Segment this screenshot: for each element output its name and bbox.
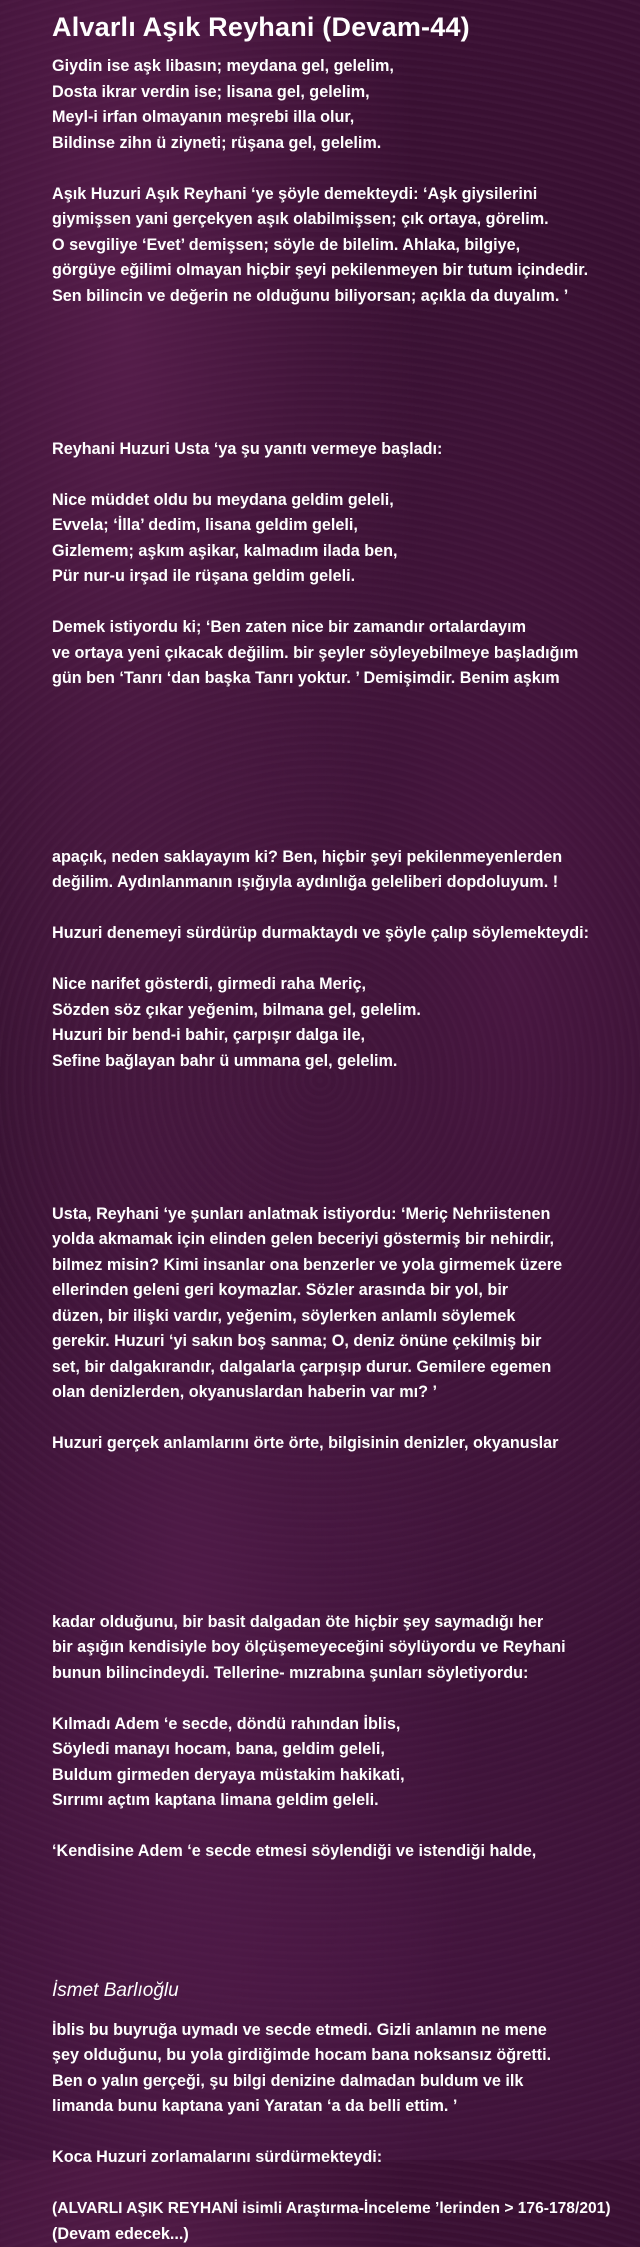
poem-line: Koca Huzuri zorlamalarını sürdürmekteydi: <box>52 2145 632 2171</box>
poem-line: olan denizlerden, okyanuslardan haberin var mı? ’ <box>52 1380 632 1406</box>
poem-line: Huzuri denemeyi sürdürüp durmaktaydı ve şöyle çalıp söylemekteydi: <box>52 921 632 947</box>
poem-line: Sefine bağlayan bahr ü ummana gel, gelelim. <box>52 1049 632 1075</box>
poem-line: ‘Kendisine Adem ‘e secde etmesi söylendiği ve istendiği halde, <box>52 1839 632 1865</box>
poem-line: Huzuri bir bend-i bahir, çarpışır dalga ile, <box>52 1023 632 1049</box>
poem-line: Huzuri gerçek anlamlarını örte örte, bilgisinin denizler, okyanuslar <box>52 1431 632 1457</box>
poem-line: giymişsen yani gerçekyen aşık olabilmişsen; çık ortaya, görelim. <box>52 207 632 233</box>
poem-line: Demek istiyordu ki; ‘Ben zaten nice bir zamandır ortalardayım <box>52 615 632 641</box>
section-gap <box>52 1074 632 1202</box>
poem-line: yolda akmamak için elinden gelen beceriyi göstermiş bir nehirdir, <box>52 1227 632 1253</box>
poem-line: gerekir. Huzuri ‘yi sakın boş sanma; O, deniz önüne çekilmiş bir <box>52 1329 632 1355</box>
poem-line: Giydin ise aşk libasın; meydana gel, gelelim, <box>52 54 632 80</box>
poem-line: Kılmadı Adem ‘e secde, döndü rahından İblis, <box>52 1712 632 1738</box>
poem-line: değilim. Aydınlanmanın ışığıyla aydınlığa geleliberi dopdoluyum. ! <box>52 870 632 896</box>
poem-title: Alvarlı Aşık Reyhani (Devam-44) <box>52 12 470 43</box>
stanza-gap <box>52 947 632 973</box>
poem-line: Reyhani Huzuri Usta ‘ya şu yanıtı vermeye başladı: <box>52 437 632 463</box>
poem-line: bir aşığın kendisiyle boy ölçüşemeyeceğini söylüyordu ve Reyhani <box>52 1635 632 1661</box>
poem-line: İblis bu buyruğa uymadı ve secde etmedi. Gizli anlamın ne mene <box>52 2018 632 2044</box>
poem-line: düzen, bir ilişki vardır, yeğenim, söylerken anlamlı söylemek <box>52 1304 632 1330</box>
poem-line: Nice narifet gösterdi, girmedi raha Meriç, <box>52 972 632 998</box>
poem-line: Sözden söz çıkar yeğenim, bilmana gel, gelelim. <box>52 998 632 1024</box>
poem-line: Söyledi manayı hocam, bana, geldim geleli, <box>52 1737 632 1763</box>
poem-line: görgüye eğilimi olmayan hiçbir şeyi pekilenmeyen bir tutum içindedir. <box>52 258 632 284</box>
poem-line: Sırrımı açtım kaptana limana geldim geleli. <box>52 1788 632 1814</box>
poem-line: Sen bilincin ve değerin ne olduğunu biliyorsan; açıkla da duyalım. ’ <box>52 284 632 310</box>
poem-line: Usta, Reyhani ‘ye şunları anlatmak istiyordu: ‘Meriç Nehriistenen <box>52 1202 632 1228</box>
poem-line: ellerinden geleni geri koymazlar. Sözler arasında bir yol, bir <box>52 1278 632 1304</box>
poem-line: Bildinse zihn ü ziyneti; rüşana gel, gelelim. <box>52 131 632 157</box>
stanza-gap <box>52 2171 632 2197</box>
poem-line: Meyl-i irfan olmayanın meşrebi illa olur, <box>52 105 632 131</box>
poem-line: set, bir dalgakırandır, dalgalarla çarpışıp durur. Gemilere egemen <box>52 1355 632 1381</box>
poem-line: Pür nur-u irşad ile rüşana geldim geleli. <box>52 564 632 590</box>
poem-line: Buldum girmeden deryaya müstakim hakikati, <box>52 1763 632 1789</box>
poem-line: Aşık Huzuri Aşık Reyhani ‘ye şöyle demekteydi: ‘Aşk giysilerini <box>52 182 632 208</box>
poem-line: bilmez misin? Kimi insanlar ona benzerler ve yola girmemek üzere <box>52 1253 632 1279</box>
poem-line: Dosta ikrar verdin ise; lisana gel, gelelim, <box>52 80 632 106</box>
poem-line: Ben o yalın gerçeği, şu bilgi denizine dalmadan buldum ve ilk <box>52 2069 632 2095</box>
poem-line: kadar olduğunu, bir basit dalgadan öte hiçbir şey saymadığı her <box>52 1610 632 1636</box>
stanza-gap <box>52 1686 632 1712</box>
poem-line: O sevgiliye ‘Evet’ demişsen; söyle de bilelim. Ahlaka, bilgiye, <box>52 233 632 259</box>
poem-line: (ALVARLI AŞIK REYHANİ isimli Araştırma-İnceleme ’lerinden > 176-178/201) <box>52 2196 632 2222</box>
poem-line: (Devam edecek...) <box>52 2222 632 2247</box>
stanza-gap <box>52 896 632 922</box>
section-gap <box>52 1457 632 1610</box>
author-name: İsmet Barlıoğlu <box>52 1980 179 2002</box>
poem-body <box>52 54 632 2247</box>
poem-line: gün ben ‘Tanrı ‘dan başka Tanrı yoktur. ’ Demişimdir. Benim aşkım <box>52 666 632 692</box>
poem-line: ve ortaya yeni çıkacak değilim. bir şeyler söyleyebilmeye başladığım <box>52 641 632 667</box>
stanza-gap <box>52 462 632 488</box>
poem-line: Evvela; ‘İlla’ dedim, lisana geldim geleli, <box>52 513 632 539</box>
poem-line: Gizlemem; aşkım aşikar, kalmadım ilada ben, <box>52 539 632 565</box>
poem-line: bunun bilincindeydi. Tellerine- mızrabına şunları söyletiyordu: <box>52 1661 632 1687</box>
poem-line: limanda bunu kaptana yani Yaratan ‘a da belli ettim. ’ <box>52 2094 632 2120</box>
stanza-gap <box>52 1814 632 1840</box>
section-gap <box>52 309 632 437</box>
stanza-gap <box>52 1406 632 1432</box>
poem-line: apaçık, neden saklayayım ki? Ben, hiçbir şeyi pekilenmeyenlerden <box>52 845 632 871</box>
poem-line: Nice müddet oldu bu meydana geldim geleli, <box>52 488 632 514</box>
poem-line: şey olduğunu, bu yola girdiğimde hocam bana noksansız öğretti. <box>52 2043 632 2069</box>
stanza-gap <box>52 590 632 616</box>
section-gap <box>52 692 632 845</box>
stanza-gap <box>52 156 632 182</box>
stanza-gap <box>52 2120 632 2146</box>
